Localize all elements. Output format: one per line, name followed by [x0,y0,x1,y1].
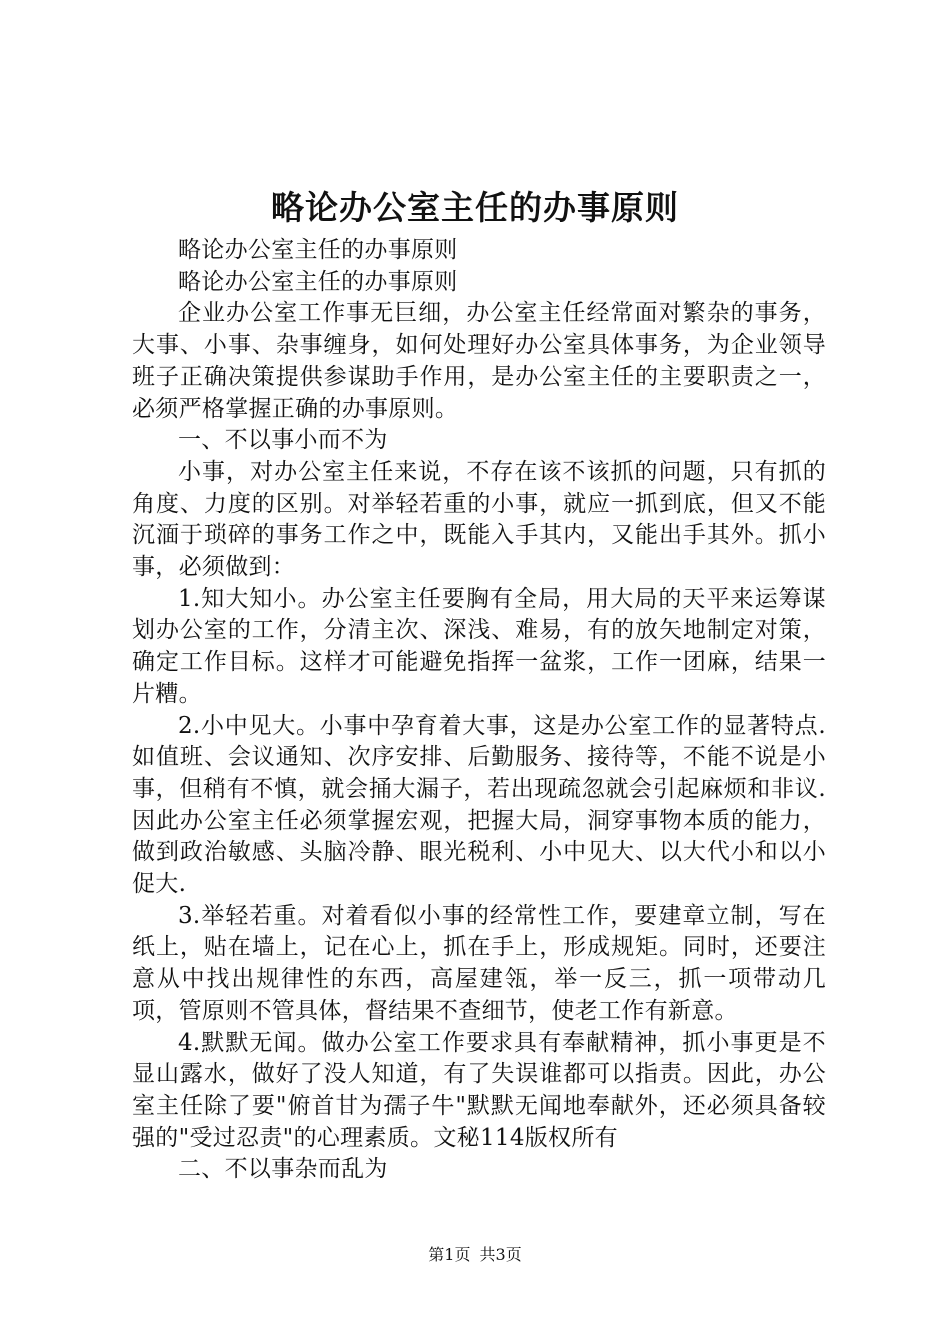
list-item-paragraph: 1.知大知小。办公室主任要胸有全局，用大局的天平来运筹谋划办公室的工作，分清主次、深浅、难易，有的放矢地制定对策，确定工作目标。这样才可能避免指挥一盆浆，工作一团麻，结果一片糟。 [132,585,826,707]
section-heading: 二、不以事杂而乱为 [178,1156,388,1183]
page-footer [0,1244,950,1266]
list-item-paragraph: 4.默默无闻。做办公室工作要求具有奉献精神，抓小事更是不显山露水，做好了没人知道，有了失误谁都可以指责。因此，办公室主任除了要"俯首甘为孺子牛"默默无闻地奉献外，还必须具备较强的"受过忍责"的心理素质。文秘114版权所有 [132,1029,826,1151]
page-total: 共3页 [479,1245,522,1264]
intro-paragraph: 企业办公室工作事无巨细，办公室主任经常面对繁杂的事务，大事、小事、杂事缠身，如何处理好办公室具体事务，为企业领导班子正确决策提供参谋助手作用，是办公室主任的主要职责之一，必须严格掌握正确的办事原则。 [132,300,826,422]
list-item-paragraph: 2.小中见大。小事中孕育着大事，这是办公室工作的显著特点.如值班、会议通知、次序安排、后勤服务、接待等，不能不说是小事，但稍有不慎，就会捅大漏子，若出现疏忽就会引起麻烦和非议.因此办公室主任必须掌握宏观，把握大局，洞穿事物本质的能力，做到政治敏感、头脑冷静、眼光税利、小中见大、以大代小和以小促大. [132,712,826,898]
subtitle-line: 略论办公室主任的办事原则 [178,268,458,295]
document-body [132,235,826,1186]
list-item-paragraph: 3.举轻若重。对着看似小事的经常性工作，要建章立制，写在纸上，贴在墙上，记在心上，抓在手上，形成规矩。同时，还要注意从中找出规律性的东西，高屋建瓴，举一反三，抓一项带动几项，管原则不管具体，督结果不查细节，使老工作有新意。 [132,902,826,1024]
body-paragraph: 小事，对办公室主任来说，不存在该不该抓的问题，只有抓的角度、力度的区别。对举轻若重的小事，就应一抓到底，但又不能沉湎于琐碎的事务工作之中，既能入手其内，又能出手其外。抓小事，必须做到： [132,458,826,581]
document-title: 略论办公室主任的办事原则 [271,188,679,227]
subtitle-line: 略论办公室主任的办事原则 [178,237,458,263]
section-heading: 一、不以事小而不为 [178,427,388,454]
page-number: 第1页 [428,1245,471,1264]
